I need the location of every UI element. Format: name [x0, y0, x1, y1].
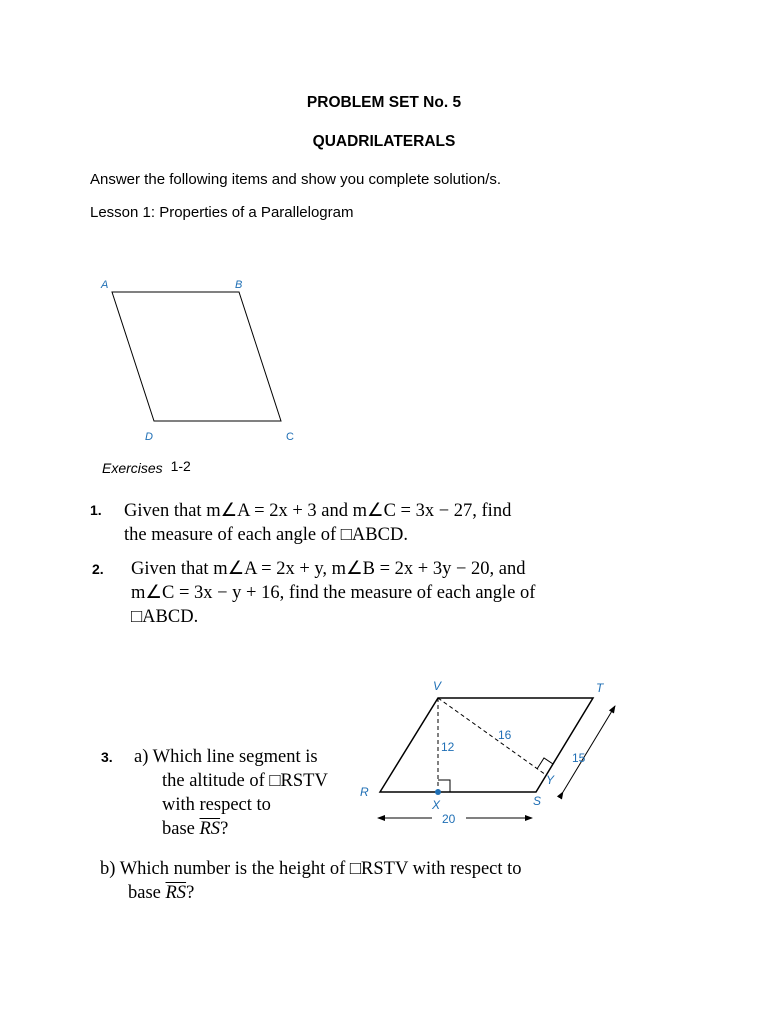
exercise-1-line: the measure of each angle of □ABCD. — [124, 525, 408, 545]
parallelogram-rstv-figure — [340, 670, 640, 835]
exercise-2-line: □ABCD. — [131, 607, 199, 627]
exercises-caption-label: Exercises — [102, 460, 163, 476]
exercise-2-line: Given that m∠A = 2x + y, m∠B = 2x + 3y − 20, and — [131, 559, 526, 579]
exercise-2-line: m∠C = 3x − y + 16, find the measure of each angle of — [131, 583, 536, 603]
vertex-label-d: D — [145, 431, 153, 443]
page-subtitle: QUADRILATERALS — [312, 133, 456, 150]
exercise-2-number: 2. — [92, 561, 104, 577]
parallelogram-rstv-shape — [380, 698, 593, 792]
vertex-label-s: S — [533, 794, 542, 808]
question-mark: ? — [220, 819, 229, 839]
lesson-heading: Lesson 1: Properties of a Parallelogram — [90, 204, 354, 221]
side-length-arrow — [563, 706, 615, 792]
parallelogram-abcd-figure — [0, 0, 768, 500]
instructions-text: Answer the following items and show you complete solution/s. — [90, 171, 502, 188]
exercise-1-line: Given that m∠A = 2x + 3 and m∠C = 3x − 27, find — [124, 501, 512, 521]
altitude-vy — [438, 698, 546, 775]
measure-label-base: 20 — [442, 812, 456, 826]
page-title: PROBLEM SET No. 5 — [306, 94, 462, 111]
exercise-3a-line — [134, 817, 328, 841]
exercise-3a-line: a) Which line segment is — [134, 747, 318, 767]
measure-label-vx: 12 — [441, 740, 455, 754]
exercise-3-number: 3. — [101, 749, 113, 765]
vertex-label-c: C — [286, 431, 294, 443]
vertex-label-a: A — [101, 279, 109, 291]
base-prefix: base — [128, 883, 166, 903]
vertex-label-y: Y — [546, 773, 555, 787]
exercise-3a-text — [134, 745, 328, 841]
vertex-label-t: T — [596, 681, 604, 695]
measure-label-side: 15 — [572, 751, 586, 765]
vertex-label-r: R — [360, 785, 369, 799]
exercise-3a-line: the altitude of □RSTV — [162, 771, 328, 791]
question-mark: ? — [186, 883, 195, 903]
base-prefix: base — [162, 819, 200, 839]
measure-label-vy: 16 — [498, 728, 512, 742]
exercises-caption — [102, 460, 191, 476]
vertex-label-v: V — [433, 679, 442, 693]
parallelogram-abcd-shape — [112, 292, 281, 421]
segment-rs: $\overline{RS}$ — [165, 883, 187, 903]
exercise-3a-line: with respect to — [162, 795, 271, 815]
vertex-label-b: B — [235, 279, 243, 291]
exercise-2-text — [131, 557, 535, 629]
exercise-3b-line: b) Which number is the height of □RSTV with respect to — [100, 859, 522, 879]
exercise-3b-line — [100, 881, 522, 905]
exercises-caption-range: 1-2 — [170, 458, 191, 474]
exercise-1-text — [124, 499, 511, 547]
exercise-1-number: 1. — [90, 502, 102, 518]
point-x — [435, 789, 441, 795]
vertex-label-x: X — [432, 798, 441, 812]
segment-rs: $\overline{RS}$ — [199, 819, 221, 839]
exercise-3b-text — [100, 857, 522, 905]
